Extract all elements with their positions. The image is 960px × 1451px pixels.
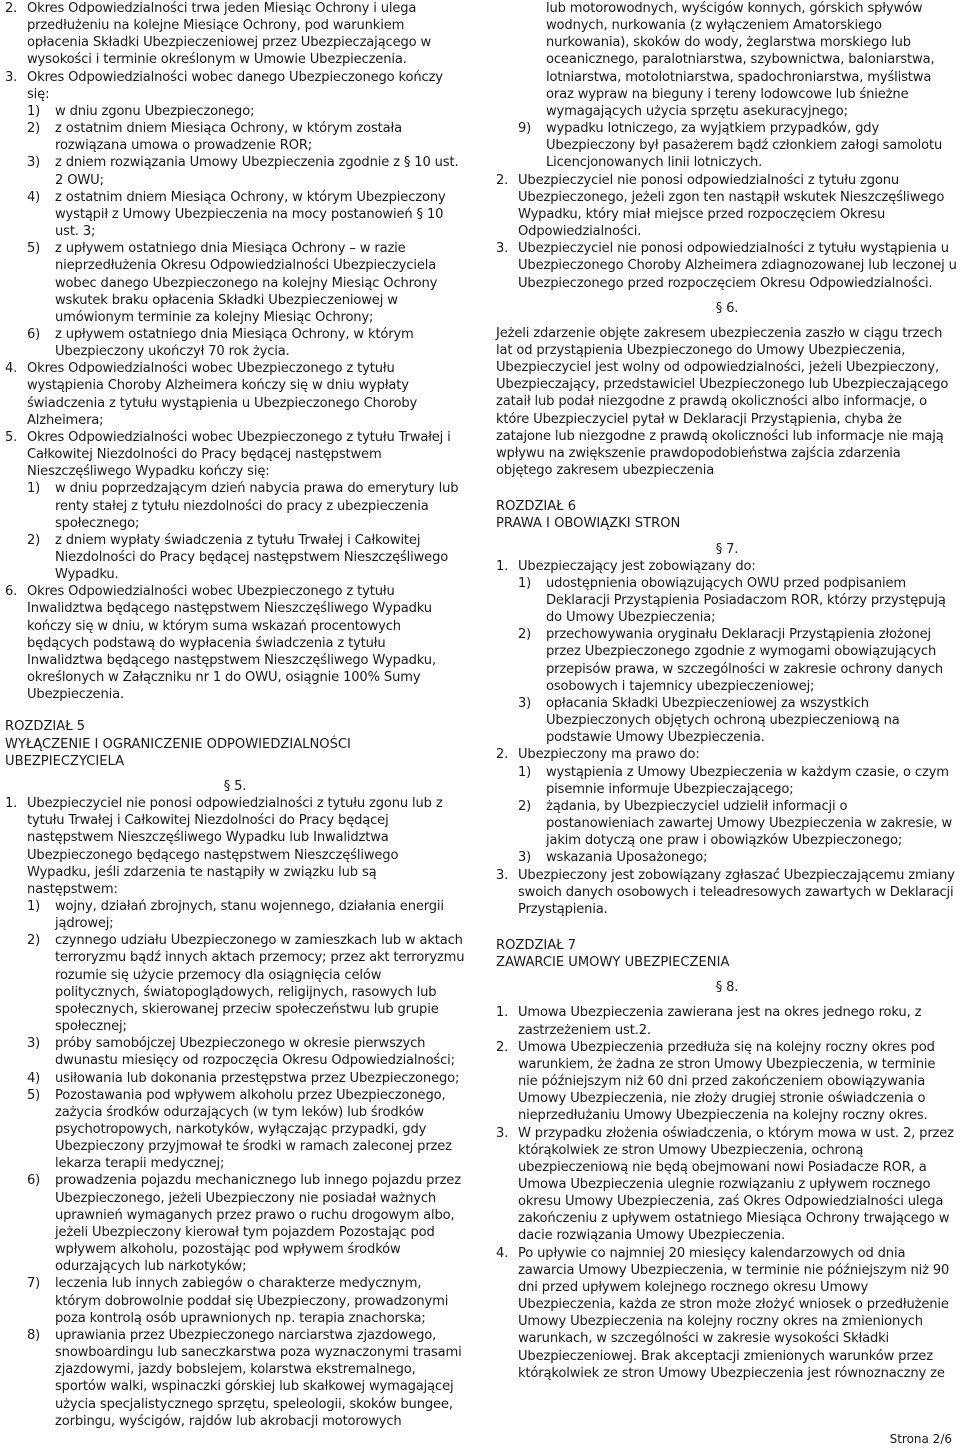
list-item: 1) wystąpienia z Umowy Ubezpieczenia w każdym czasie, o czym pisemnie informuje Ubezpieczającego; (518, 764, 949, 797)
right-column (496, 0, 958, 1382)
chapter-6-title: ROZDZIAŁ 6 (496, 499, 577, 515)
list-item: 5) Pozostawania pod wpływem alkoholu przez Ubezpieczonego, zażycia środków odurzających (w tym leków) lub środków psychotropowych, narkotyków, wyłączając przypadki, gdy Ubezpieczony przyjmował te środki w ramach zaleconej przez lekarza terapii medycznej; (27, 1087, 452, 1172)
list-item: 9) wypadku lotniczego, za wyjątkiem przypadków, gdy Ubezpieczony był pasażerem bądź członkiem załogi samolotu Licencjonowanych linii lotniczych. (518, 121, 943, 171)
section-5-paragraph-2: 2. Ubezpieczyciel nie ponosi odpowiedzialności z tytułu zgonu Ubezpieczonego, jeżeli zgon ten nastąpił wskutek Nieszczęśliwego Wypadku, który miał miejsce przed rozpoczęciem Okresu Odpowiedzialności. (496, 172, 945, 240)
list-item: 4) z ostatnim dniem Miesiąca Ochrony, w którym Ubezpieczony wystąpił z Umowy Ubezpieczenia na mocy postanowień § 10 ust. 3; (27, 189, 446, 240)
paragraph-4: 4. Okres Odpowiedzialności wobec Ubezpieczonego z tytułu wystąpienia Choroby Alzheimera kończy się w dniu wypłaty świadczenia z tytułu wystąpienia u Ubezpieczonego Choroby Alzheimera; (5, 361, 418, 428)
list-item: 5) z upływem ostatniego dnia Miesiąca Ochrony – w razie nieprzedłużenia Okresu Odpowiedzialności Ubezpieczyciela wobec danego Ubezpieczonego na kolejny Miesiąc Ochrony wskutek braku opłacenia Składki Ubezpieczeniowej w umówionym terminie za kolejny Miesiąc Ochrony; (27, 241, 438, 325)
list-item: 1) wojny, działań zbrojnych, stanu wojennego, działania energii jądrowej; (27, 898, 444, 932)
section-8-paragraph-4: 4. Po upływie co najmniej 20 miesięcy kalendarzowych od dnia zawarcia Umowy Ubezpieczenia, w terminie nie późniejszym niż 90 dni przed upływem kolejnego rocznego okresu Umowy Ubezpieczenia, każda ze stron może złożyć wniosek o przedłużenie Umowy Ubezpieczenia na kolejny roczny okres na zmienionych warunkach, w szczególności w zakresie wysokości Składki Ubezpieczeniowej. Brak akceptacji zmienionych warunków przez którąkolwiek ze stron Umowy Ubezpieczenia jest równoznaczny ze (496, 1245, 950, 1381)
section-7-paragraph-1: 1. Ubezpieczający jest zobowiązany do: (496, 558, 756, 574)
left-column (5, 0, 465, 1430)
list-item: 6) prowadzenia pojazdu mechanicznego lub innego pojazdu przez Ubezpieczonego, jeżeli Ubezpieczony nie posiadał ważnych uprawnień wymaganych przez prawo o ruchu drogowym albo, jeżeli Ubezpieczony kierował tym pojazdem Pozostając pod wpływem alkoholu, pozostając pod wpływem środków odurzających lub narkotyków; (27, 1173, 461, 1275)
section-5-heading: § 5. (223, 778, 247, 794)
list-item: 3) opłacania Składki Ubezpieczeniowej za wszystkich Ubezpieczonych objętych ochroną ubezpieczeniową na podstawie Umowy Ubezpieczenia. (518, 695, 900, 746)
list-item: 2) żądania, by Ubezpieczyciel udzielił informacji o postanowieniach zawartej Umowy Ubezpieczenia w zakresie, w jakim dotyczą one praw i obowiązków Ubezpieczonego; (518, 798, 953, 849)
list-item: 7) leczenia lub innych zabiegów o charakterze medycznym, którym dobrowolnie poddał się Ubezpieczony, prowadzonymi poza kontrolą osób uprawnionych np. terapia znachorska; (27, 1276, 449, 1326)
page-number: Strona 2/6 (889, 1432, 952, 1446)
chapter-7-title: ROZDZIAŁ 7 (496, 937, 577, 953)
chapter-7-subtitle: ZAWARCIE UMOWY UBEZPIECZENIA (496, 955, 730, 971)
section-7-paragraph-2: 2. Ubezpieczony ma prawo do: (496, 747, 700, 763)
list-item: 1) w dniu poprzedzającym dzień nabycia prawa do emerytury lub renty stałej z tytułu niezdolności do pracy z ubezpieczenia społecznego; (27, 481, 459, 531)
section-5-paragraph-1: 1. Ubezpieczyciel nie ponosi odpowiedzialności z tytułu zgonu lub z tytułu Trwałej i Całkowitej Niezdolności do Pracy będącej następstwem Nieszczęśliwego Wypadku lub Inwalidztwa Ubezpieczonego będącego następstwem Nieszczęśliwego Wypadku, jeśli zdarzenia te nastąpiły w związku lub są następstwem: (5, 796, 443, 897)
list-item: 3) próby samobójczej Ubezpieczonego w okresie pierwszych dwunastu miesięcy od rozpoczęcia Okresu Odpowiedzialności; (27, 1036, 455, 1069)
list-item: 6) z upływem ostatniego dnia Miesiąca Ochrony, w którym Ubezpieczony ukończył 70 rok życia. (27, 326, 414, 360)
chapter-5-subtitle: WYŁĄCZENIE I OGRANICZENIE ODPOWIEDZIALNOŚCI UBEZPIECZYCIELA (5, 736, 351, 769)
section-5-paragraph-3: 3. Ubezpieczyciel nie ponosi odpowiedzialności z tytułu wystąpienia u Ubezpieczonego Choroby Alzheimera zdiagnozowanej lub leczonej u Ubezpieczonego przed rozpoczęciem Okresu Odpowiedzialności. (496, 241, 957, 291)
paragraph-6: 6. Okres Odpowiedzialności wobec Ubezpieczonego z tytułu Inwalidztwa będącego następstwem Nieszczęśliwego Wypadku kończy się w dniu, w którym suma wskazań procentowych będących podstawą do wypłacenia świadczenia z tytułu Inwalidztwa będącego następstwem Nieszczęśliwego Wypadku, określonych w Załączniku nr 1 do OWU, osiągnie 100% Sumy Ubezpieczenia. (5, 584, 436, 703)
list-item: 3) wskazania Uposażonego; (518, 850, 708, 866)
section-7-heading: § 7. (715, 541, 739, 557)
paragraph-2: 2. Okres Odpowiedzialności trwa jeden Miesiąc Ochrony i ulega przedłużeniu na kolejne Miesiące Ochrony, pod warunkiem opłacenia Składki Ubezpieczeniowej przez Ubezpieczającego w wysokości i terminie określonym w Umowie Ubezpieczenia. (5, 1, 432, 68)
list-item: 3) z dniem rozwiązania Umowy Ubezpieczenia zgodnie z § 10 ust. 2 OWU; (27, 155, 459, 188)
list-item: 2) przechowywania oryginału Deklaracji Przystąpienia złożonej przez Ubezpieczonego zgodnie z wymogami obowiązujących przepisów prawa, w szczególności w zakresie ochrony danych osobowych i tajemnicy ubezpieczeniowej; (518, 627, 944, 694)
section-8-heading: § 8. (715, 980, 739, 996)
list-item: 8) uprawiania przez Ubezpieczonego narciarstwa zjazdowego, snowboardingu lub saneczkarstwa poza wyznaczonymi trasami zjazdowymi, jazdy bobslejem, kolarstwa ekstremalnego, sportów walki, wspinaczki górskiej lub skałkowej wymagającej użycia specjalistycznego sprzętu, speleologii, skoków bungee, zorbingu, wyścigów, rajdów lub akrobacji motorowych (27, 1327, 462, 1429)
list-item: 2) czynnego udziału Ubezpieczonego w zamieszkach lub w aktach terroryzmu bądź innych aktach przemocy; przez akt terroryzmu rozumie się użycie przemocy dla osiągnięcia celów politycznych, światopoglądowych, religijnych, rasowych lub społecznych, skierowanej przeciw społeczeństwu lub grupie społecznej; (27, 933, 465, 1035)
list-item: 1) udostępnienia obowiązujących OWU przed podpisaniem Deklaracji Przystąpienia Posiadaczom ROR, którzy przystępują do Umowy Ubezpieczenia; (518, 575, 946, 626)
list-item: 1) w dniu zgonu Ubezpieczonego; (27, 103, 255, 119)
list-item: 4) usiłowania lub dokonania przestępstwa przez Ubezpieczonego; (27, 1070, 460, 1086)
section-8-paragraph-1: 1. Umowa Ubezpieczenia zawierana jest na okres jednego roku, z zastrzeżeniem ust.2. (496, 1005, 922, 1038)
section-8-paragraph-3: 3. W przypadku złożenia oświadczenia, o którym mowa w ust. 2, przez którąkolwiek ze stron Umowy Ubezpieczenia, ochroną ubezpieczeniową nie będą obejmowani nowi Posiadacze ROR, a Umowa Ubezpieczenia ulegnie rozwiązaniu z upływem rocznego okresu Umowy Ubezpieczenia, zaś Okres Odpowiedzialności ulega zakończeniu z upływem ostatniego Miesiąca Ochrony trwającego w dacie rozwiązania Umowy Ubezpieczenia. (496, 1125, 954, 1244)
chapter-6-subtitle: PRAWA I OBOWIĄZKI STRON (496, 516, 681, 532)
list-item-continued: lub motorowodnych, wyścigów konnych, górskich spływów wodnych, nurkowania (z wyłączeniem Amatorskiego nurkowania), skoków do wody, żeglarstwa morskiego lub oceanicznego, paralotniarstwa, szybownictwa, baloniarstwa, lotniarstwa, motolotniarstwa, spadochroniarstwa, myślistwa oraz wypraw na bieguny i tereny lodowcowe lub śnieżne wymagających użycia sprzętu asekuracyjnego; (546, 1, 935, 119)
chapter-5-title: ROZDZIAŁ 5 (5, 719, 86, 735)
paragraph-3: 3. Okres Odpowiedzialności wobec danego Ubezpieczonego kończy się: (5, 69, 443, 102)
section-6-heading: § 6. (715, 300, 739, 316)
section-8-paragraph-2: 2. Umowa Ubezpieczenia przedłuża się na kolejny roczny okres pod warunkiem, że żadna ze stron Umowy Ubezpieczenia, w terminie nie późniejszym niż 60 dni przed zakończeniem obowiązywania Umowy Ubezpieczenia, nie złoży drugiej stronie oświadczenia o nieprzedłużaniu Umowy Ubezpieczenia na kolejny roczny okres. (496, 1039, 936, 1124)
section-7-paragraph-3: 3. Ubezpieczony jest zobowiązany zgłaszać Ubezpieczającemu zmiany swoich danych osobowych i teleadresowych zawartych w Deklaracji Przystąpienia. (496, 867, 955, 917)
list-item: 2) z dniem wypłaty świadczenia z tytułu Trwałej i Całkowitej Niezdolności do Pracy będącej następstwem Nieszczęśliwego Wypadku. (27, 532, 449, 583)
section-6-text: Jeżeli zdarzenie objęte zakresem ubezpieczenia zaszło w ciągu trzech lat od przystąpienia Ubezpieczonego do Umowy Ubezpieczenia, Ubezpieczyciel jest wolny od odpowiedzialności, jeżeli Ubezpieczony, Ubezpieczający, przedstawiciel Ubezpieczonego lub Ubezpieczającego zataił lub podał niezgodne z prawdą okoliczności albo informacje, o które Ubezpieczyciel pytał w Deklaracji Przystąpienia, chyba że zatajone lub niezgodne z prawdą okoliczności lub informacje nie mają wpływu na zwiększenie prawdopodobieństwa zajścia zdarzenia objętego zakresem ubezpieczenia (496, 325, 949, 479)
paragraph-5: 5. Okres Odpowiedzialności wobec Ubezpieczonego z tytułu Trwałej i Całkowitej Niezdolności do Pracy będącej następstwem Nieszczęśliwego Wypadku kończy się: (5, 429, 451, 480)
list-item: 2) z ostatnim dniem Miesiąca Ochrony, w którym została rozwiązana umowa o prowadzenie ROR; (27, 121, 402, 154)
